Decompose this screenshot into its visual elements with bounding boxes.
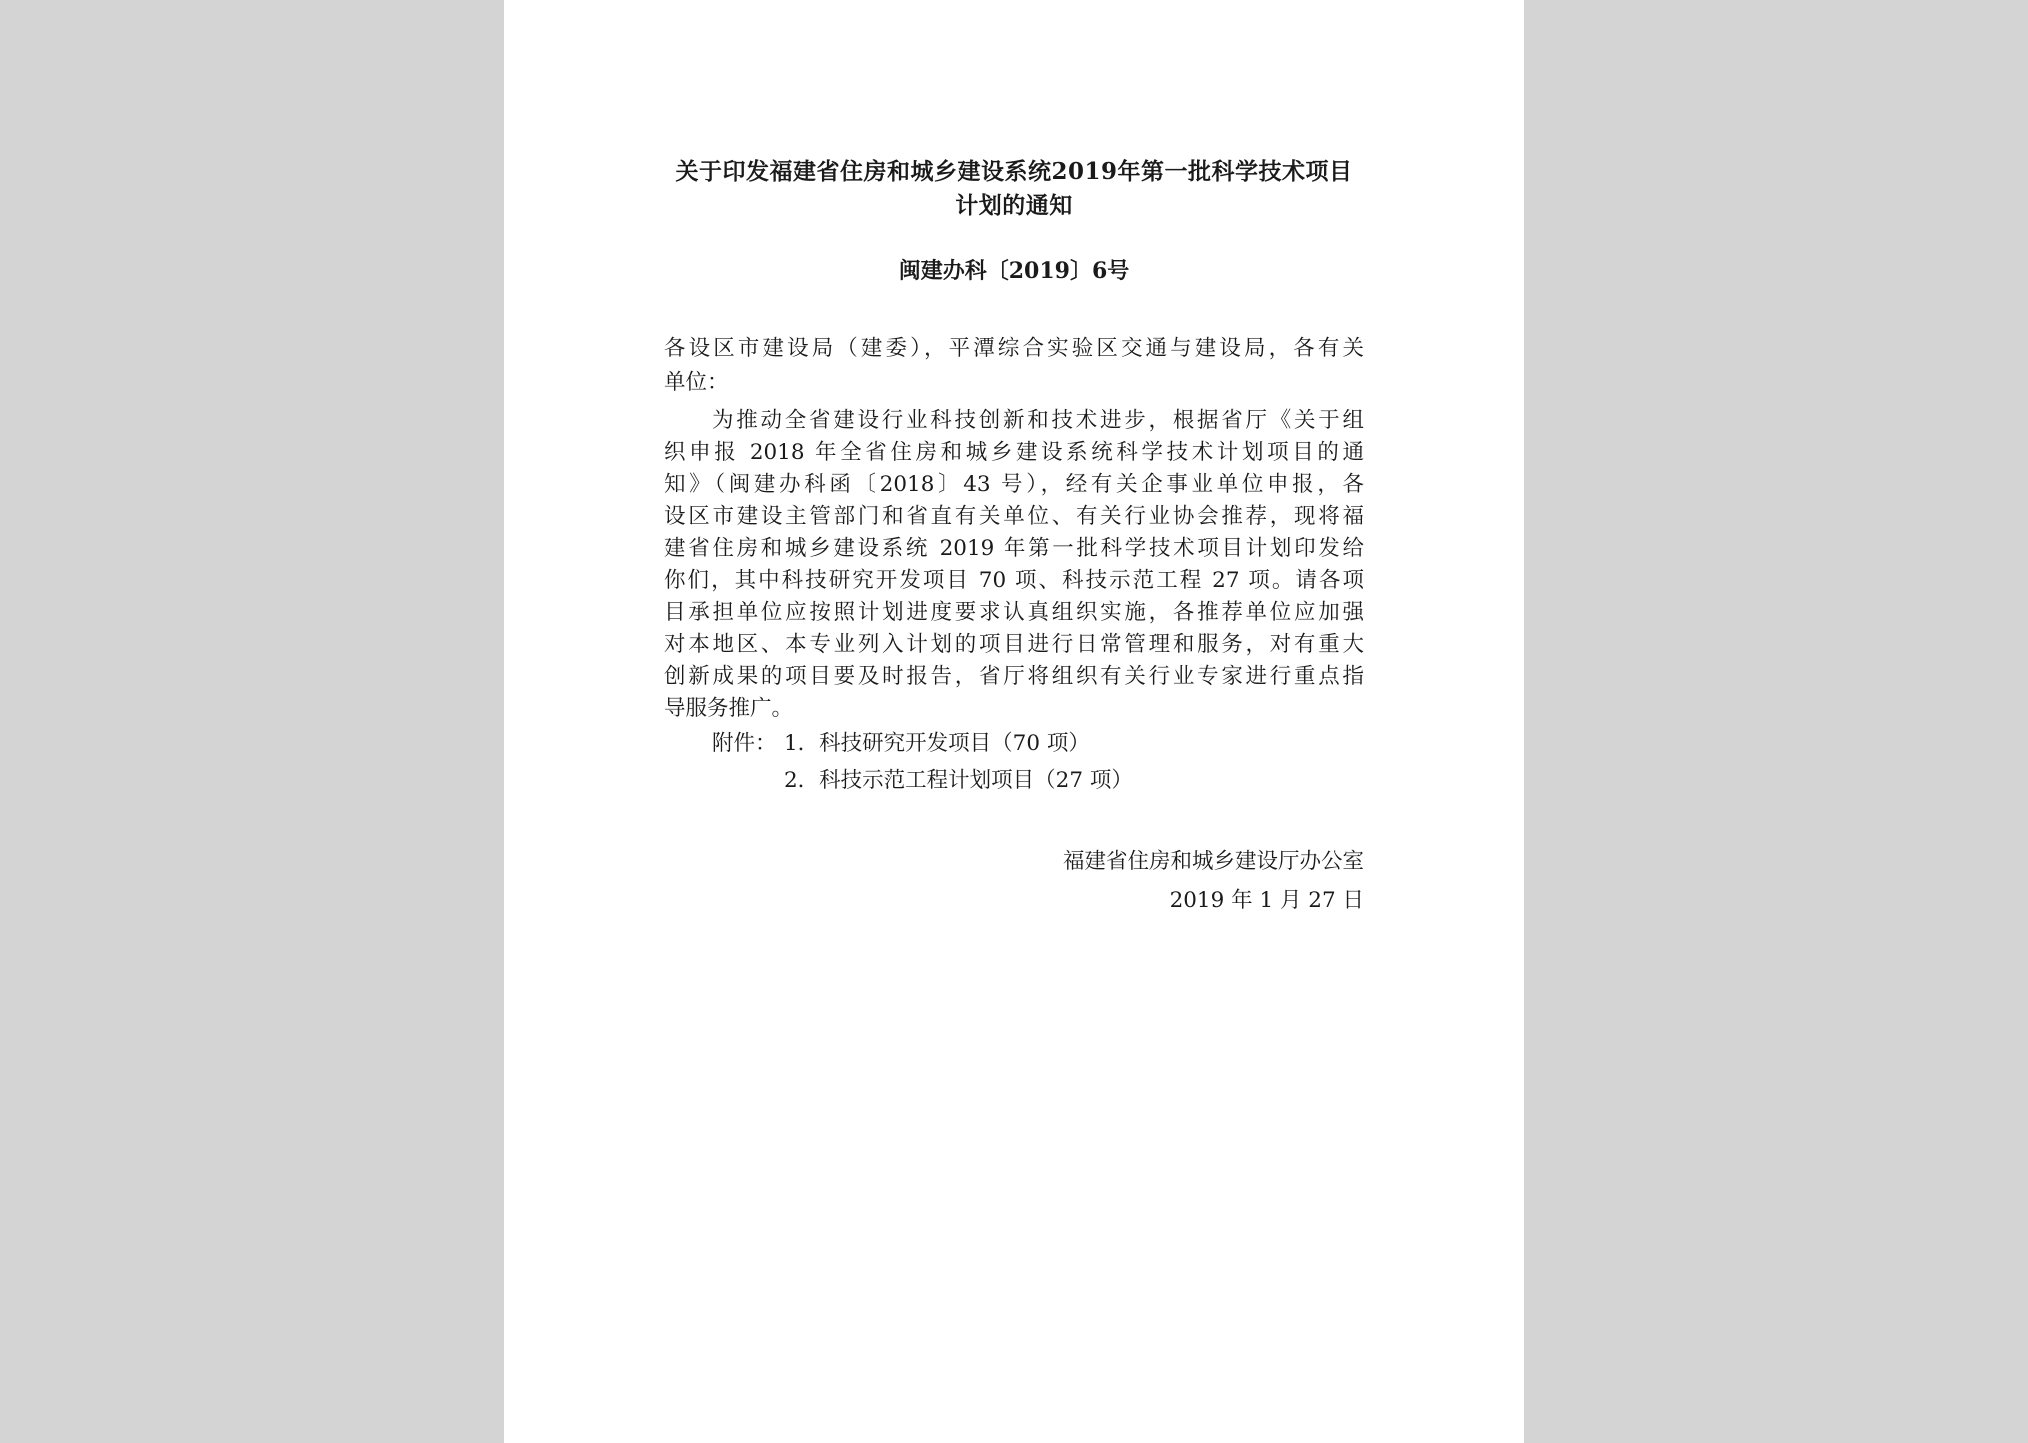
body-line: 创新成果的项目要及时报告，省厅将组织有关行业专家进行重点指 xyxy=(664,664,1364,689)
body-line: 知》（闽建办科函〔2018〕43 号），经有关企事业单位申报，各 xyxy=(664,472,1364,497)
attachment-item-2: 2．科技示范工程计划项目（27 项） xyxy=(784,768,1133,793)
document-title-line-2: 计划的通知 xyxy=(955,192,1073,219)
document-number: 闽建办科〔2019〕6号 xyxy=(898,258,1130,284)
attachment-label: 附件： xyxy=(712,731,777,756)
issuer-signature: 福建省住房和城乡建设厅办公室 xyxy=(1062,849,1364,874)
body-line: 目承担单位应按照计划进度要求认真组织实施，各推荐单位应加强 xyxy=(664,600,1364,625)
body-line: 为推动全省建设行业科技创新和技术进步，根据省厅《关于组 xyxy=(712,408,1364,433)
document-title-line-1: 关于印发福建省住房和城乡建设系统2019年第一批科学技术项目 xyxy=(675,158,1353,185)
attachment-item-1: 1．科技研究开发项目（70 项） xyxy=(784,731,1090,756)
issue-date: 2019 年 1 月 27 日 xyxy=(1169,888,1364,913)
salutation-line-2: 单位： xyxy=(664,370,729,395)
body-line: 你们，其中科技研究开发项目 70 项、科技示范工程 27 项。请各项 xyxy=(664,568,1364,593)
body-line: 导服务推广。 xyxy=(664,696,794,721)
body-line: 设区市建设主管部门和省直有关单位、有关行业协会推荐，现将福 xyxy=(664,504,1364,529)
document-page xyxy=(504,0,1524,1443)
body-line: 建省住房和城乡建设系统 2019 年第一批科学技术项目计划印发给 xyxy=(664,536,1364,561)
body-line: 对本地区、本专业列入计划的项目进行日常管理和服务，对有重大 xyxy=(664,632,1364,657)
body-line: 织申报 2018 年全省住房和城乡建设系统科学技术计划项目的通 xyxy=(664,440,1364,465)
salutation-line-1: 各设区市建设局（建委），平潭综合实验区交通与建设局，各有关 xyxy=(664,336,1364,361)
